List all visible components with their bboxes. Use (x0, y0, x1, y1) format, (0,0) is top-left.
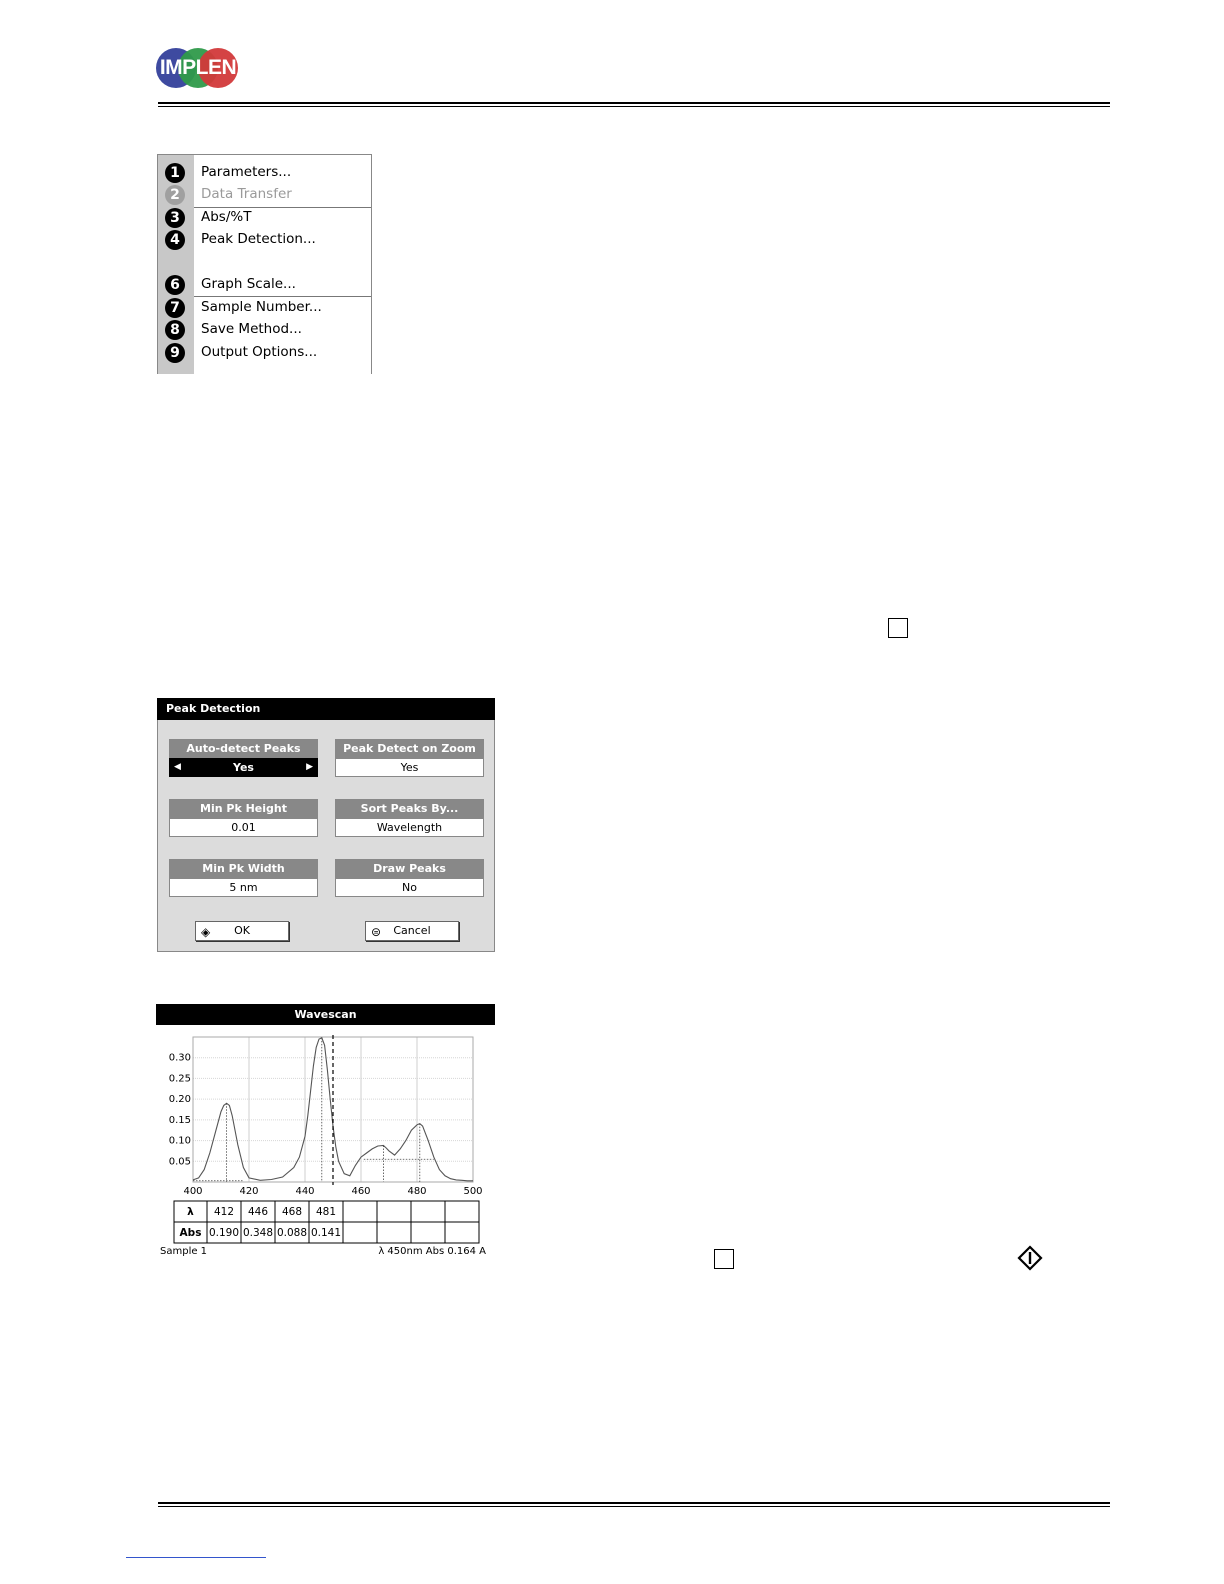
number-9-icon: 9 (165, 343, 185, 363)
field-value[interactable]: Wavelength (335, 818, 484, 837)
number-3-icon: 3 (165, 208, 185, 228)
table-cell-abs: 0.190 (208, 1227, 240, 1239)
options-menu (157, 154, 372, 374)
y-tick-label: 0.10 (168, 1135, 191, 1147)
number-1-icon: 1 (165, 163, 185, 183)
field-value: Yes (233, 761, 254, 774)
menu-item-label: Sample Number... (201, 299, 322, 315)
menu-item-peak-detection[interactable] (158, 229, 371, 251)
peak-detect-on-zoom-field[interactable] (335, 739, 484, 777)
x-tick-label: 440 (295, 1186, 315, 1197)
y-tick-label: 0.25 (168, 1073, 191, 1085)
field-value[interactable]: Yes (335, 758, 484, 777)
menu-item-label: Graph Scale... (201, 276, 296, 292)
table-cell-wavelength: 481 (315, 1206, 337, 1218)
menu-item-label: Data Transfer (201, 186, 292, 202)
number-7-icon: 7 (165, 298, 185, 318)
menu-item-save-method[interactable] (158, 319, 371, 341)
x-tick-label: 460 (351, 1186, 371, 1197)
ok-button[interactable] (195, 921, 289, 941)
y-tick-label: 0.30 (168, 1052, 191, 1064)
wavescan-chart (157, 1025, 495, 1247)
draw-peaks-field[interactable] (335, 859, 484, 897)
number-6-icon: 6 (165, 275, 185, 295)
table-cell-abs: 0.348 (242, 1227, 274, 1239)
field-label: Sort Peaks By... (335, 799, 484, 818)
x-tick-label: 500 (463, 1186, 483, 1197)
footer-rule-thin (158, 1506, 1110, 1507)
field-label: Draw Peaks (335, 859, 484, 878)
y-tick-label: 0.15 (168, 1114, 191, 1126)
footer-link-underline (126, 1557, 266, 1558)
table-cell-abs: 0.088 (276, 1227, 308, 1239)
y-tick-label: 0.20 (168, 1094, 191, 1106)
menu-item-label: Save Method... (201, 321, 302, 337)
implen-logo (156, 48, 240, 88)
menu-item-sample-number[interactable] (158, 297, 371, 319)
table-cell-wavelength: 412 (213, 1206, 235, 1218)
table-header-abs: Abs (179, 1227, 202, 1239)
key-square-icon (888, 618, 908, 638)
field-value[interactable]: No (335, 878, 484, 897)
table-cell-wavelength: 446 (247, 1206, 269, 1218)
field-label: Peak Detect on Zoom (335, 739, 484, 758)
menu-item-label: Parameters... (201, 164, 292, 180)
menu-item-label: Peak Detection... (201, 231, 316, 247)
logo-text: IMPLEN (159, 56, 237, 79)
wavescan-screen (157, 1004, 495, 1264)
header-rule-thin (158, 106, 1110, 107)
arrow-left-icon[interactable]: ◀ (174, 762, 181, 772)
min-pk-height-field[interactable] (169, 799, 318, 837)
peak-detection-dialog (157, 698, 495, 952)
cancel-button[interactable] (365, 921, 459, 941)
number-2-icon: 2 (165, 185, 185, 205)
cancel-button-label: Cancel (393, 924, 431, 937)
number-4-icon: 4 (165, 230, 185, 250)
menu-item-output-options[interactable] (158, 342, 371, 364)
table-cell-wavelength: 468 (281, 1206, 303, 1218)
field-label: Auto-detect Peaks (169, 739, 318, 758)
menu-item-label: Abs/%T (201, 209, 252, 225)
table-header-lambda: λ (187, 1206, 194, 1218)
auto-detect-peaks-field[interactable] (169, 739, 318, 777)
menu-item-graph-scale[interactable] (158, 274, 371, 296)
menu-item-abs-t[interactable] (158, 207, 371, 229)
y-tick-label: 0.05 (168, 1156, 191, 1168)
x-tick-label: 480 (407, 1186, 427, 1197)
menu-item-label: Output Options... (201, 344, 318, 360)
header-rule (158, 102, 1110, 104)
cancel-key-icon: ⊜ (371, 925, 382, 939)
table-cell-abs: 0.141 (310, 1227, 342, 1239)
wavescan-title: Wavescan (156, 1004, 495, 1025)
menu-item-parameters[interactable] (158, 162, 371, 184)
field-value[interactable]: 5 nm (169, 878, 318, 897)
field-value[interactable]: 0.01 (169, 818, 318, 837)
field-label: Min Pk Height (169, 799, 318, 818)
arrow-right-icon[interactable]: ▶ (306, 762, 313, 772)
cursor-readout: λ 450nm Abs 0.164 A (378, 1246, 486, 1257)
auto-detect-peaks-value[interactable] (169, 758, 318, 777)
min-pk-width-field[interactable] (169, 859, 318, 897)
diamond-enter-icon: ◈ (201, 925, 211, 939)
sort-peaks-by-field[interactable] (335, 799, 484, 837)
sample-label: Sample 1 (160, 1246, 208, 1257)
diamond-enter-icon (1017, 1245, 1043, 1271)
dialog-title: Peak Detection (157, 698, 495, 720)
field-label: Min Pk Width (169, 859, 318, 878)
x-tick-label: 400 (183, 1186, 203, 1197)
menu-item-data-transfer (158, 184, 371, 206)
key-square-icon (714, 1249, 734, 1269)
number-8-icon: 8 (165, 320, 185, 340)
x-tick-label: 420 (239, 1186, 259, 1197)
ok-button-label: OK (234, 924, 250, 937)
footer-rule (158, 1502, 1110, 1504)
